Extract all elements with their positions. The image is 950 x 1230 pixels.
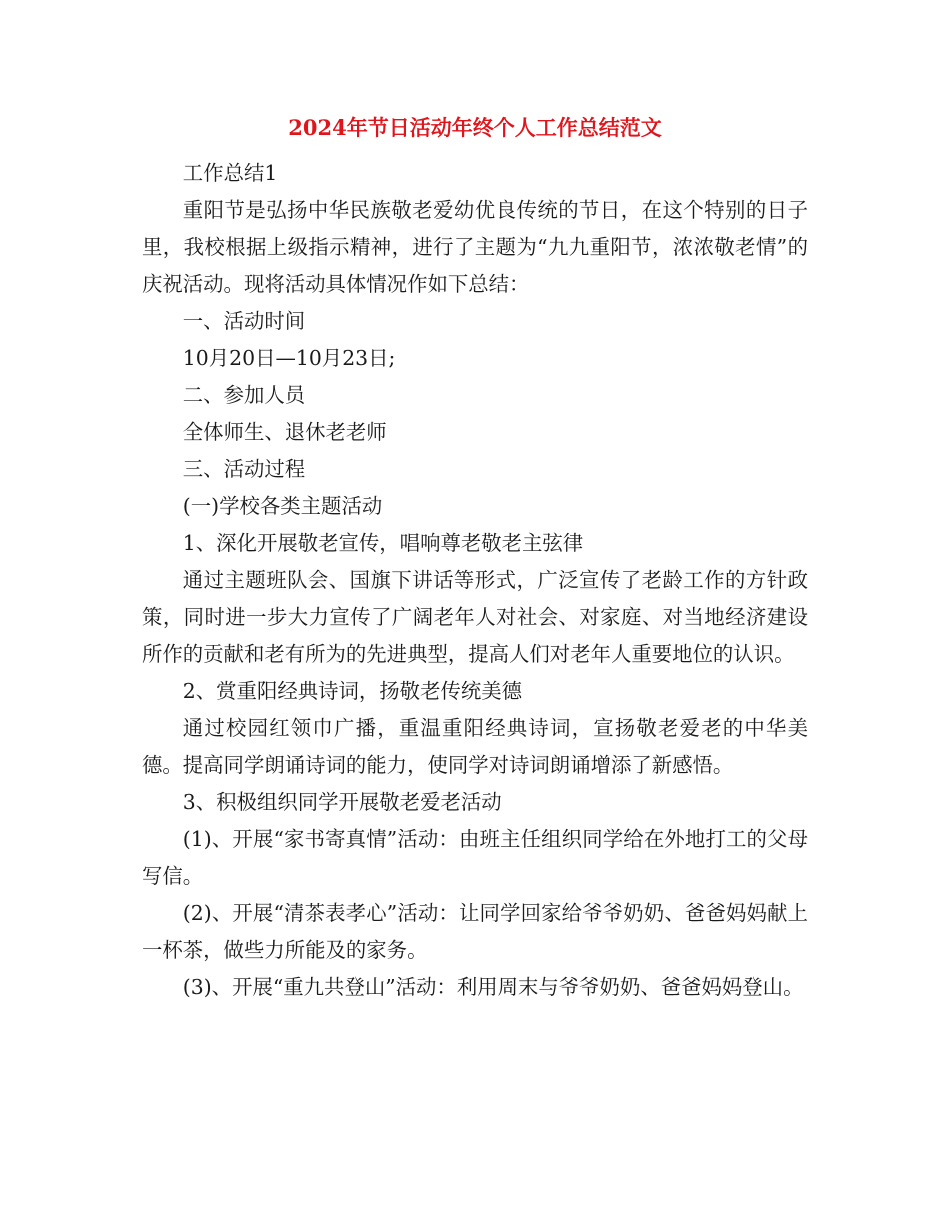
document-title: 2024年节日活动年终个人工作总结范文 xyxy=(288,115,662,140)
paragraph-dates: 10月20日—10月23日; xyxy=(182,346,396,370)
paragraph-intro: 重阳节是弘扬中华民族敬老爱幼优良传统的节日，在这个特别的日子里，我校根据上级指示精神，进行了主题为“九九重阳节，浓浓敬老情”的庆祝活动。现将活动具体情况作如下总结： xyxy=(142,198,808,296)
paragraph-summary-heading: 工作总结1 xyxy=(182,161,278,185)
paragraph-section-participants: 二、参加人员 xyxy=(182,383,306,407)
paragraph-activity-1: (1)、开展“家书寄真情”活动：由班主任组织同学给在外地打工的父母写信。 xyxy=(142,827,808,888)
paragraph-item-1-heading: 1、深化开展敬老宣传，唱响尊老敬老主弦律 xyxy=(182,531,584,555)
paragraph-item-1-body: 通过主题班队会、国旗下讲话等形式，广泛宣传了老龄工作的方针政策，同时进一步大力宣传了广阔老年人对社会、对家庭、对当地经济建设所作的贡献和老有所为的先进典型，提高人们对老年人重要地位的认识。 xyxy=(142,568,808,666)
paragraph-activity-2: (2)、开展“清茶表孝心”活动：让同学回家给爷爷奶奶、爸爸妈妈献上一杯茶，做些力所能及的家务。 xyxy=(142,901,808,962)
paragraph-section-process: 三、活动过程 xyxy=(182,457,306,481)
paragraph-item-2-heading: 2、赏重阳经典诗词，扬敬老传统美德 xyxy=(182,679,523,703)
paragraph-section-time: 一、活动时间 xyxy=(182,309,306,333)
document-body xyxy=(142,155,808,1006)
paragraph-item-2-body: 通过校园红领巾广播，重温重阳经典诗词，宣扬敬老爱老的中华美德。提高同学朗诵诗词的能力，使同学对诗词朗诵增添了新感悟。 xyxy=(142,716,808,777)
paragraph-activity-3: (3)、开展“重九共登山”活动：利用周末与爷爷奶奶、爸爸妈妈登山。 xyxy=(182,975,804,999)
paragraph-subsection-school: (一)学校各类主题活动 xyxy=(182,494,383,518)
paragraph-item-3-heading: 3、积极组织同学开展敬老爱老活动 xyxy=(182,790,502,814)
paragraph-participants: 全体师生、退休老老师 xyxy=(182,420,387,444)
